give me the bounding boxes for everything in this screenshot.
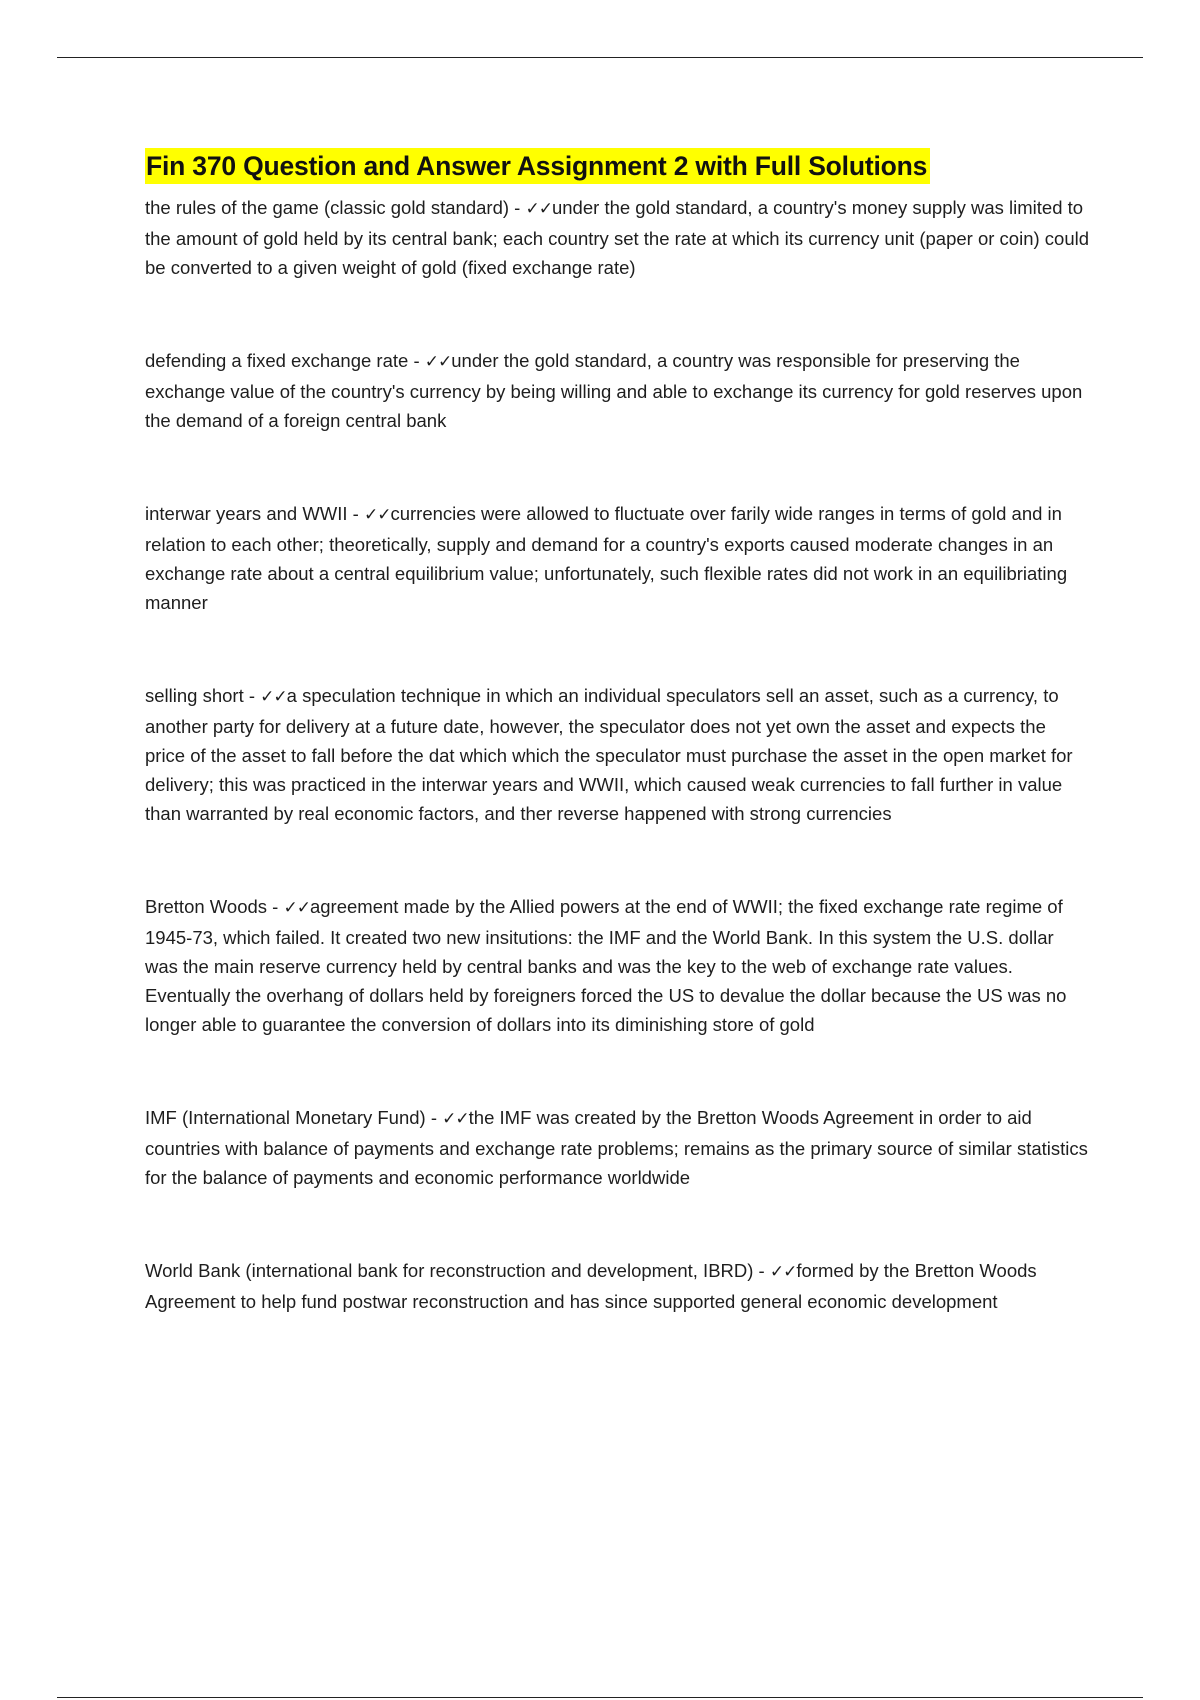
entry-separator: - xyxy=(425,1107,443,1128)
qa-entry xyxy=(145,681,1090,828)
double-check-icon: ✓✓ xyxy=(525,199,552,219)
entry-definition: formed by the Bretton Woods Agreement to help fund postwar reconstruction and has since supported general economic development xyxy=(145,1260,1037,1312)
entry-separator: - xyxy=(267,896,284,917)
qa-entry xyxy=(145,1256,1090,1316)
double-check-icon: ✓✓ xyxy=(769,1262,797,1282)
entry-separator: - xyxy=(347,503,364,524)
entry-definition: under the gold standard, a country's money supply was limited to the amount of gold held by its central bank; each country set the rate at which its currency unit (paper or coin) could be converted to a given weight of gold (fixed exchange rate) xyxy=(145,197,1090,278)
qa-entry xyxy=(145,1103,1090,1192)
entry-definition: under the gold standard, a country was responsible for preserving the exchange value of the country's currency by being willing and able to exchange its currency for gold reserves upon the demand of a foreign central bank xyxy=(145,350,1083,431)
qa-entry xyxy=(145,193,1090,282)
qa-entry xyxy=(145,892,1090,1039)
entry-definition: the IMF was created by the Bretton Woods Agreement in order to aid countries with balance of payments and exchange rate problems; remains as the primary source of similar statistics for the balance of payments and economic performance worldwide xyxy=(145,1107,1088,1188)
double-check-icon: ✓✓ xyxy=(363,505,391,525)
double-check-icon: ✓✓ xyxy=(260,687,287,707)
double-check-icon: ✓✓ xyxy=(424,352,452,372)
top-divider xyxy=(57,57,1143,58)
entry-term: interwar years and WWII xyxy=(145,503,348,524)
entry-term: selling short xyxy=(145,685,244,706)
entry-term: World Bank (international bank for reconstruction and development, IBRD) xyxy=(145,1260,754,1281)
entry-term: Bretton Woods xyxy=(145,896,268,917)
entry-definition: currencies were allowed to fluctuate over farily wide ranges in terms of gold and in relation to each other; theoretically, supply and demand for a country's exports caused moderate changes in an exchange rate about a central equilibrium value; unfortunately, such flexible rates did not work in an equilibriating manner xyxy=(145,503,1068,613)
double-check-icon: ✓✓ xyxy=(442,1109,469,1129)
entry-separator: - xyxy=(753,1260,770,1281)
entry-separator: - xyxy=(408,350,425,371)
entry-separator: - xyxy=(509,197,526,218)
entry-term: IMF (International Monetary Fund) xyxy=(145,1107,426,1128)
entry-separator: - xyxy=(243,685,261,706)
document-title: Fin 370 Question and Answer Assignment 2 with Full Solutions xyxy=(145,148,930,184)
bottom-divider xyxy=(57,1697,1143,1698)
entry-definition: agreement made by the Allied powers at the end of WWII; the fixed exchange rate regime of 1945-73, which failed. It created two new insitutions: the IMF and the World Bank. In this system the U.S. dollar was the main reserve currency held by central banks and was the key to the web of exchange rate values. Eventually the overhang of dollars held by foreigners forced the US to devalue the dollar because the US was no longer able to guarantee the conversion of dollars into its diminishing store of gold xyxy=(145,896,1067,1035)
document-body xyxy=(145,148,1090,1380)
double-check-icon: ✓✓ xyxy=(283,898,310,918)
entry-term: defending a fixed exchange rate xyxy=(145,350,409,371)
qa-entry xyxy=(145,499,1090,617)
entry-term: the rules of the game (classic gold standard) xyxy=(145,197,510,218)
qa-entry xyxy=(145,346,1090,435)
title-row xyxy=(145,148,1090,184)
entry-definition: a speculation technique in which an individual speculators sell an asset, such as a currency, to another party for delivery at a future date, however, the speculator does not yet own the asset and expects the price of the asset to fall before the dat which which the speculator must purchase the asset in the open market for delivery; this was practiced in the interwar years and WWII, which caused weak currencies to fall further in value than warranted by real economic factors, and ther reverse happened with strong currencies xyxy=(145,685,1073,824)
